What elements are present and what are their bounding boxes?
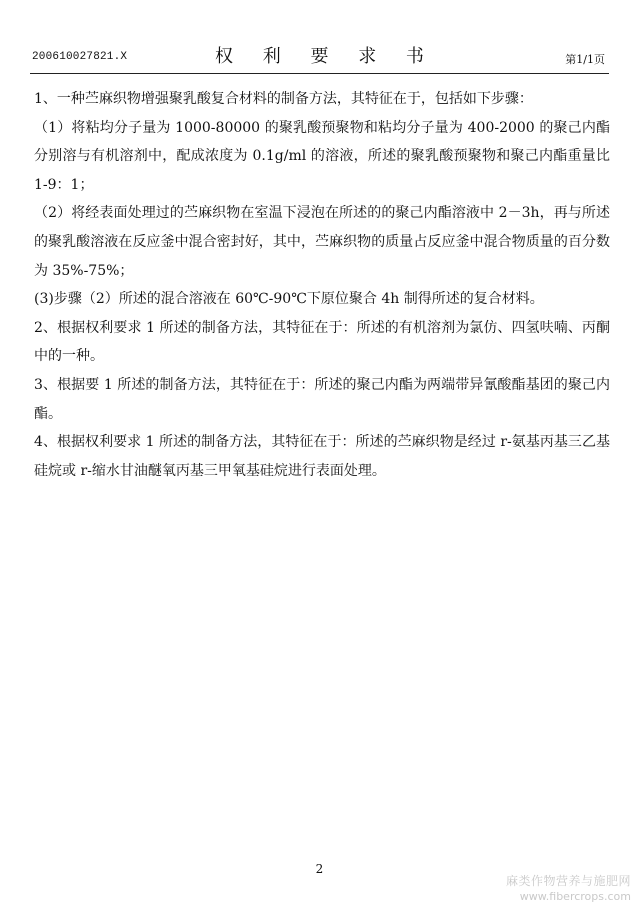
- watermark-site-url: www.fibercrops.com: [519, 890, 631, 903]
- claim-1-step-1: （1）将粘均分子量为 1000-80000 的聚乳酸预聚物和粘均分子量为 400-2000 的聚己内酯分别溶与有机溶剂中，配成浓度为 0.1g/ml 的溶液，所述的聚乳酸预聚物和聚己内酯重量比 1-9：1；: [34, 119, 610, 193]
- claim-1-intro: 1、一种苎麻织物增强聚乳酸复合材料的制备方法，其特征在于，包括如下步骤：: [34, 91, 533, 107]
- claim-1-step-2: （2）将经表面处理过的苎麻织物在室温下浸泡在所述的的聚己内酯溶液中 2－3h，再与所述的聚乳酸溶液在反应釜中混合密封好，其中，苎麻织物的质量占反应釜中混合物质量的百分数为 35%-75%；: [34, 205, 610, 279]
- claim-4: 4、根据权利要求 1 所述的制备方法，其特征在于：所述的苎麻织物是经过 r-氨基丙基三乙基硅烷或 r-缩水甘油醚氧丙基三甲氧基硅烷进行表面处理。: [34, 434, 610, 479]
- claim-3: 3、根据要 1 所述的制备方法，其特征在于：所述的聚己内酯为两端带异氰酸酯基团的聚己内酯。: [34, 376, 610, 422]
- page-indicator: 第1/1页: [565, 53, 605, 66]
- page-number: 2: [315, 862, 324, 876]
- header-divider: [30, 73, 609, 74]
- document-title: 权 利 要 求 书: [215, 46, 436, 67]
- application-number: 200610027821.X: [32, 51, 128, 63]
- watermark-site-name: 麻类作物营养与施肥网: [505, 874, 631, 888]
- site-watermark: [506, 874, 631, 904]
- claim-2: 2、根据权利要求 1 所述的制备方法，其特征在于：所述的有机溶剂为氯仿、四氢呋喃、丙酮中的一种。: [34, 319, 610, 365]
- claims-body: [34, 85, 610, 485]
- claim-1-step-3: (3)步骤（2）所述的混合溶液在 60℃-90℃下原位聚合 4h 制得所述的复合材料。: [34, 291, 544, 308]
